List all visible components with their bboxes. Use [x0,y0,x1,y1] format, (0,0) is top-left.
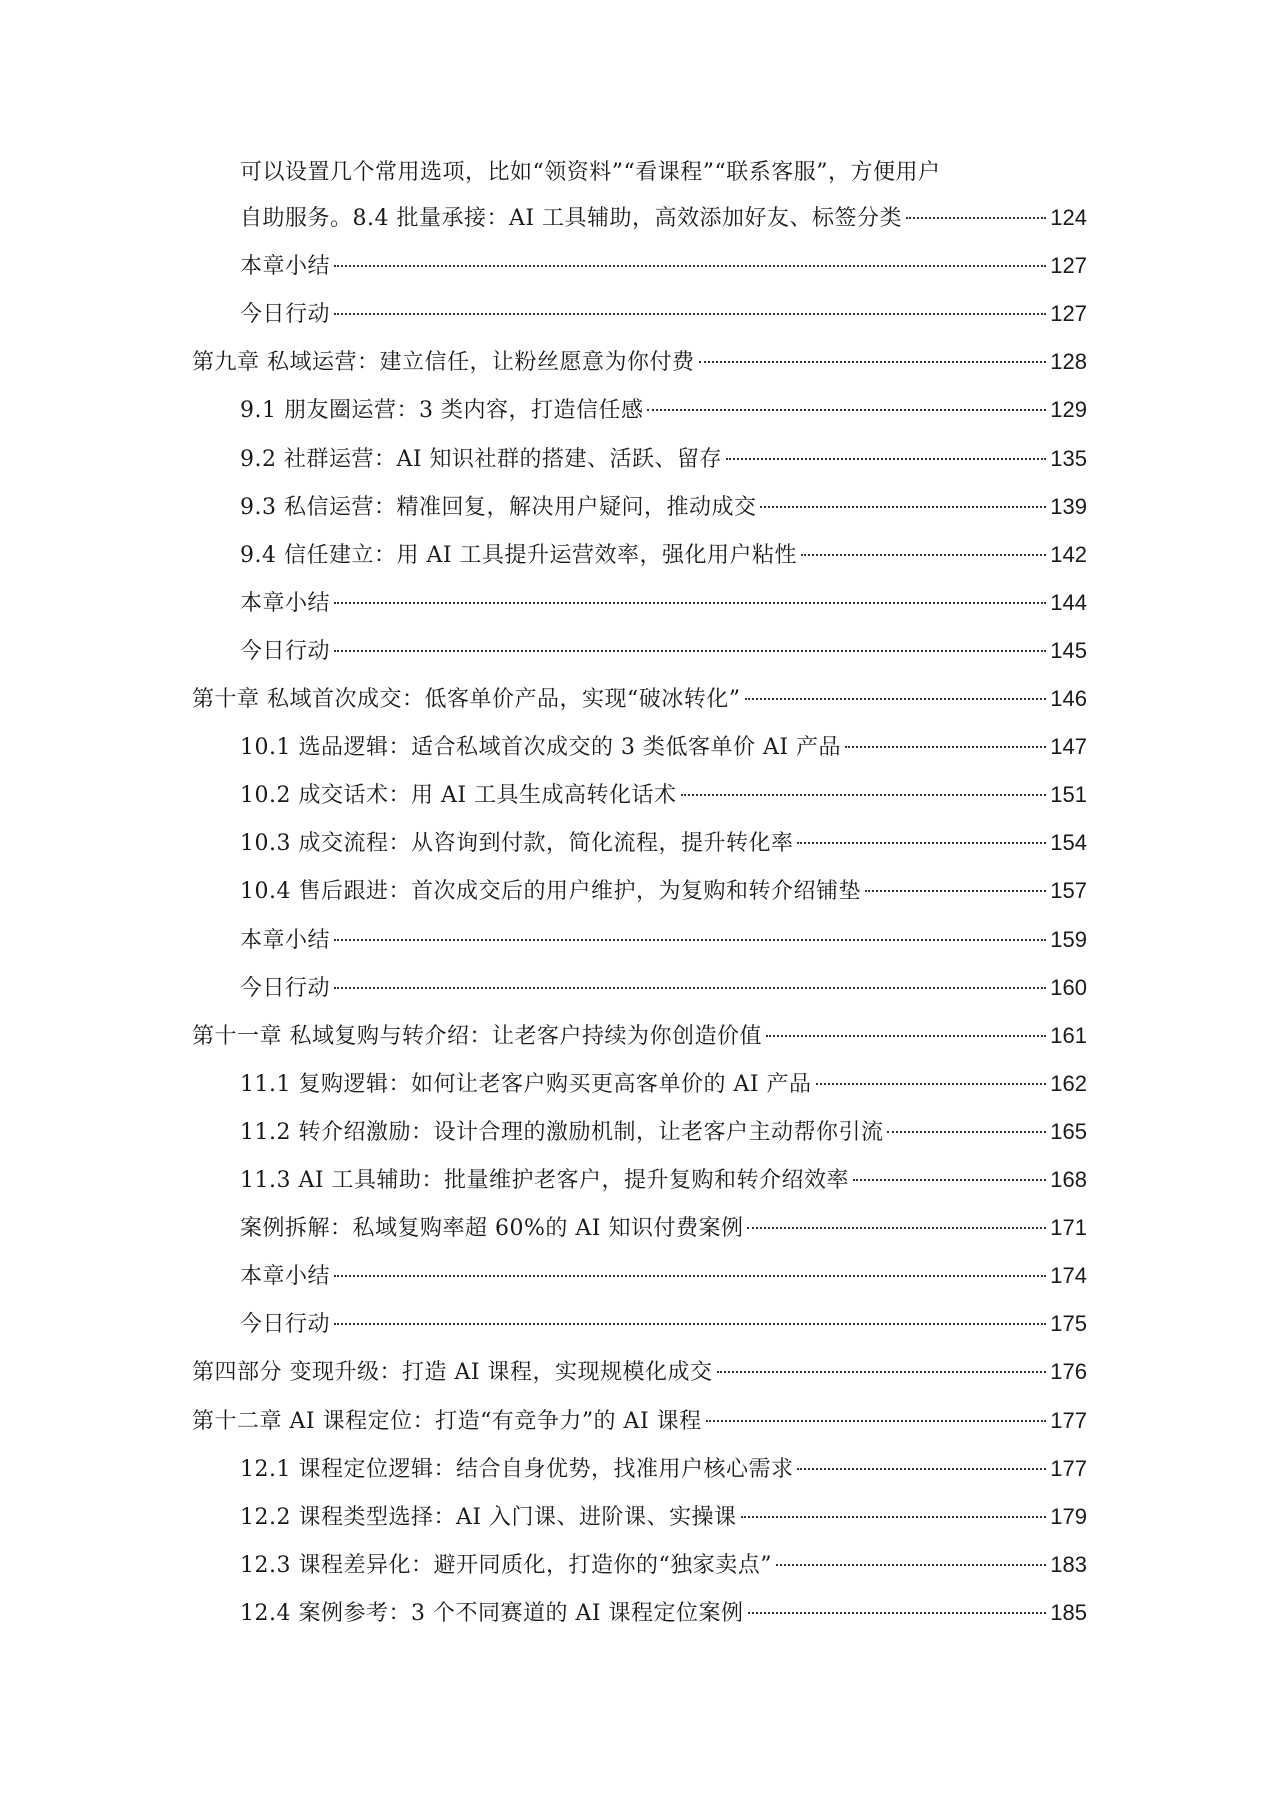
toc-dot-leader [334,313,1046,315]
toc-continuation-text: 可以设置几个常用选项，比如“领资料”“看课程”“联系客服”，方便用户 [240,160,941,185]
toc-entry-title: 今日行动 [240,302,331,327]
toc-entry-title: 本章小结 [240,254,331,279]
toc-dot-leader [334,602,1046,604]
toc-entry-title: 11.3 AI 工具辅助：批量维护老客户，提升复购和转介绍效率 [240,1168,850,1193]
toc-page-number: 179 [1050,1504,1087,1529]
toc-page-number: 129 [1050,397,1087,422]
toc-section-entry[interactable] [240,1451,1087,1487]
toc-section-entry[interactable] [240,1162,1087,1198]
toc-dot-leader [647,409,1046,411]
toc-section-entry[interactable] [240,1499,1087,1535]
toc-entry-title: 11.1 复购逻辑：如何让老客户购买更高客单价的 AI 产品 [240,1072,812,1097]
toc-entry-title: 自助服务。8.4 批量承接：AI 工具辅助，高效添加好友、标签分类 [240,206,903,231]
toc-dot-leader [699,361,1047,363]
toc-dot-leader [334,265,1046,267]
toc-dot-leader [334,987,1046,989]
toc-page-number: 171 [1050,1215,1087,1240]
toc-page-number: 127 [1050,253,1087,278]
toc-dot-leader [853,1179,1046,1181]
toc-page-number: 147 [1050,734,1087,759]
toc-page-number: 176 [1050,1359,1087,1384]
toc-entry-title: 9.4 信任建立：用 AI 工具提升运营效率，强化用户粘性 [240,543,798,568]
toc-section-entry[interactable] [240,441,1087,477]
toc-section-entry[interactable] [240,873,1087,909]
toc-section-entry[interactable] [240,1210,1087,1246]
toc-dot-leader [776,1564,1046,1566]
toc-dot-leader [334,1323,1046,1325]
toc-section-entry[interactable] [240,825,1087,861]
toc-page-number: 162 [1050,1071,1087,1096]
toc-section-entry[interactable] [240,200,1087,236]
toc-page-number: 142 [1050,542,1087,567]
toc-entry-title: 今日行动 [240,1312,331,1337]
toc-page-number: 127 [1050,301,1087,326]
toc-dot-leader [747,1227,1046,1229]
toc-page-number: 128 [1050,349,1087,374]
toc-section-entry[interactable] [240,970,1087,1006]
toc-page-number: 168 [1050,1167,1087,1192]
toc-page-number: 161 [1050,1023,1087,1048]
toc-page-number: 177 [1050,1456,1087,1481]
toc-dot-leader [748,1612,1047,1614]
toc-page-number: 154 [1050,830,1087,855]
toc-entry-title: 10.1 选品逻辑：适合私域首次成交的 3 类低客单价 AI 产品 [240,735,842,760]
toc-entry-title: 本章小结 [240,928,331,953]
toc-page-number: 159 [1050,927,1087,952]
toc-section-entry[interactable] [240,489,1087,525]
toc-section-entry[interactable] [240,585,1087,621]
toc-section-entry[interactable] [240,922,1087,958]
toc-dot-leader [334,939,1046,941]
toc-section-entry[interactable] [240,296,1087,332]
toc-section-entry[interactable] [240,1595,1087,1631]
toc-entry-title: 9.3 私信运营：精准回复，解决用户疑问，推动成交 [240,495,757,520]
toc-entry-title: 12.4 案例参考：3 个不同赛道的 AI 课程定位案例 [240,1601,744,1626]
toc-section-entry[interactable] [240,729,1087,765]
toc-page-number: 151 [1050,782,1087,807]
toc-dot-leader [334,1275,1046,1277]
toc-dot-leader [845,746,1046,748]
toc-page-number: 183 [1050,1552,1087,1577]
toc-page-number: 145 [1050,638,1087,663]
toc-dot-leader [887,1131,1046,1133]
toc-page-number: 139 [1050,494,1087,519]
toc-page-number: 185 [1050,1600,1087,1625]
toc-section-entry[interactable] [240,1547,1087,1583]
toc-page-number: 160 [1050,975,1087,1000]
toc-page-number: 177 [1050,1408,1087,1433]
toc-page-number: 144 [1050,590,1087,615]
toc-entry-title: 本章小结 [240,1264,331,1289]
toc-dot-leader [681,794,1047,796]
toc-page-number: 175 [1050,1311,1087,1336]
toc-entry-title: 今日行动 [240,976,331,1001]
toc-entry-title: 11.2 转介绍激励：设计合理的激励机制，让老客户主动帮你引流 [240,1120,884,1145]
toc-dot-leader [717,1371,1047,1373]
toc-entry-title: 第四部分 变现升级：打造 AI 课程，实现规模化成交 [192,1360,713,1385]
toc-section-entry[interactable] [240,1306,1087,1342]
toc-page-number: 124 [1050,205,1087,230]
toc-section-entry[interactable] [240,537,1087,573]
toc-entry-title: 第十章 私域首次成交：低客单价产品，实现“破冰转化” [192,687,741,712]
toc-entry-title: 10.4 售后跟进：首次成交后的用户维护，为复购和转介绍铺垫 [240,879,861,904]
toc-dot-leader [745,698,1047,700]
toc-chapter-entry[interactable] [192,1403,1087,1439]
toc-section-entry[interactable] [240,633,1087,669]
toc-dot-leader [766,1035,1046,1037]
toc-page-number: 165 [1050,1119,1087,1144]
toc-page-number: 157 [1050,878,1087,903]
toc-entry-title: 9.1 朋友圈运营：3 类内容，打造信任感 [240,398,644,423]
toc-entry-title: 12.3 课程差异化：避开同质化，打造你的“独家卖点” [240,1553,772,1578]
toc-entry-title: 9.2 社群运营：AI 知识社群的搭建、活跃、留存 [240,447,723,472]
toc-page-number: 146 [1050,686,1087,711]
toc-entry-title: 10.2 成交话术：用 AI 工具生成高转化话术 [240,783,677,808]
toc-dot-leader [706,1420,1047,1422]
toc-section-entry[interactable] [240,1258,1087,1294]
toc-section-entry[interactable] [240,1066,1087,1102]
toc-entry-title: 今日行动 [240,639,331,664]
toc-section-entry[interactable] [240,248,1087,284]
toc-chapter-entry[interactable] [192,344,1087,380]
toc-page-number: 135 [1050,446,1087,471]
toc-entry-title: 案例拆解：私域复购率超 60%的 AI 知识付费案例 [240,1216,744,1241]
toc-dot-leader [334,650,1046,652]
toc-dot-leader [760,506,1046,508]
toc-chapter-entry[interactable] [192,1018,1087,1054]
toc-entry-title: 第十二章 AI 课程定位：打造“有竞争力”的 AI 课程 [192,1409,702,1434]
toc-chapter-entry[interactable] [192,1354,1087,1390]
toc-entry-title: 第十一章 私域复购与转介绍：让老客户持续为你创造价值 [192,1024,762,1049]
toc-section-entry[interactable] [240,777,1087,813]
toc-entry-title: 本章小结 [240,591,331,616]
toc-entry-title: 12.1 课程定位逻辑：结合自身优势，找准用户核心需求 [240,1457,794,1482]
toc-dot-leader [801,554,1046,556]
toc-dot-leader [741,1516,1047,1518]
toc-dot-leader [726,458,1046,460]
toc-page-number: 174 [1050,1263,1087,1288]
toc-entry-title: 10.3 成交流程：从咨询到付款，简化流程，提升转化率 [240,831,794,856]
toc-entry-title: 第九章 私域运营：建立信任，让粉丝愿意为你付费 [192,350,695,375]
toc-chapter-entry[interactable] [192,681,1087,717]
toc-section-entry[interactable] [240,1114,1087,1150]
toc-dot-leader [797,842,1046,844]
toc-entry-title: 12.2 课程类型选择：AI 入门课、进阶课、实操课 [240,1505,737,1530]
toc-dot-leader [816,1083,1047,1085]
toc-dot-leader [865,890,1046,892]
toc-dot-leader [797,1468,1046,1470]
toc-section-entry[interactable] [240,392,1087,428]
toc-dot-leader [906,217,1046,219]
